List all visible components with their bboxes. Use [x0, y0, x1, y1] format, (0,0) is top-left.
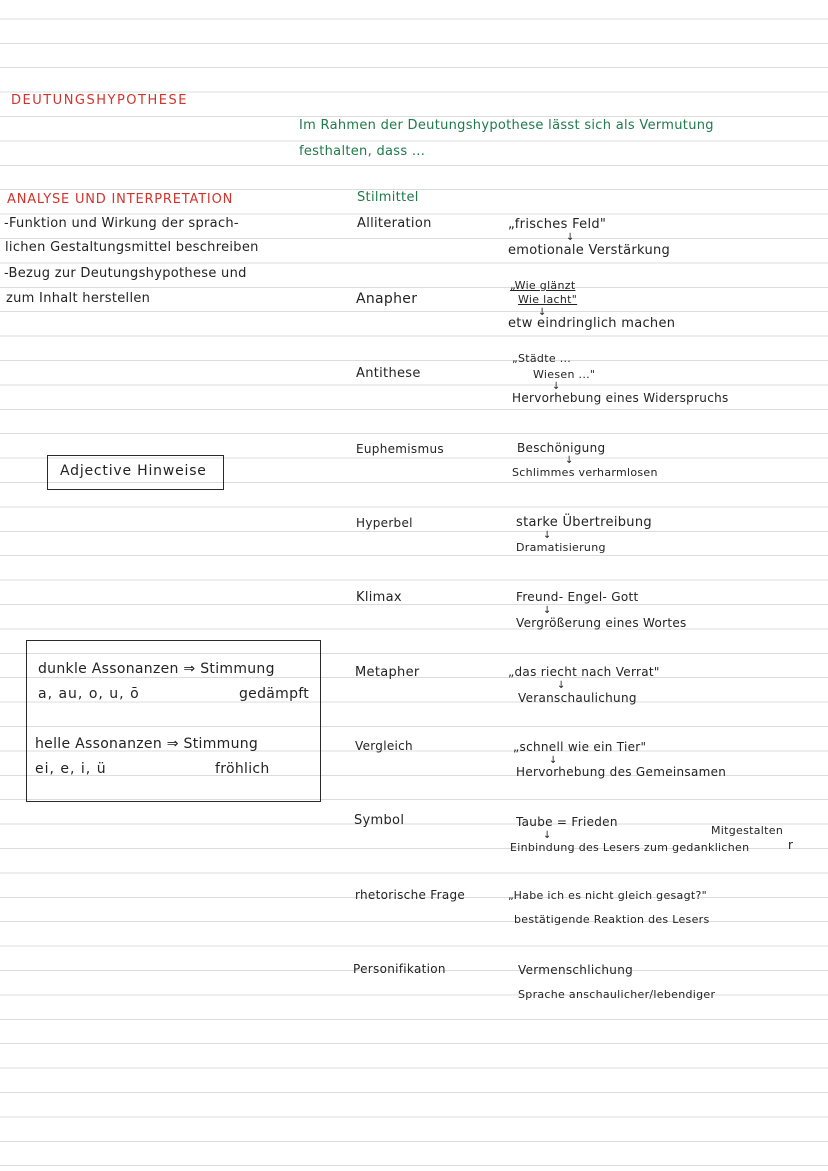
device-mark: r: [788, 838, 794, 852]
stilmittel-heading: Stilmittel: [357, 190, 419, 205]
dark-assonance-mood: gedämpft: [239, 686, 310, 702]
device-effect: bestätigende Reaktion des Lesers: [514, 913, 710, 926]
arrow-down-icon: ↓: [549, 755, 558, 766]
device-example: „frisches Feld": [508, 217, 607, 232]
device-effect: Sprache anschaulicher/lebendiger: [518, 988, 716, 1001]
device-effect: Schlimmes verharmlosen: [512, 466, 658, 479]
device-effect: Vergrößerung eines Wortes: [516, 616, 687, 630]
device-name: Klimax: [356, 590, 402, 605]
device-note: Mitgestalten: [711, 824, 784, 837]
bright-assonance-vowels: ei, e, i, ü: [35, 761, 107, 777]
device-effect: Hervorhebung eines Widerspruchs: [512, 391, 729, 405]
analysis-line: lichen Gestaltungsmittel beschreiben: [5, 240, 259, 255]
device-effect: Hervorhebung des Gemeinsamen: [516, 765, 727, 779]
device-name: rhetorische Frage: [355, 888, 466, 902]
dark-assonance-vowels: a, au, o, u, ō: [38, 686, 140, 702]
device-example: Freund- Engel- Gott: [516, 590, 639, 604]
device-example: „Städte ...: [512, 352, 572, 365]
arrow-down-icon: ↓: [565, 455, 574, 466]
device-example: „Habe ich es nicht gleich gesagt?": [508, 889, 707, 902]
device-example: „schnell wie ein Tier": [513, 740, 647, 754]
device-example-2: Wie lacht": [518, 293, 578, 306]
device-effect: Veranschaulichung: [518, 691, 637, 705]
arrow-down-icon: ↓: [543, 530, 552, 541]
device-name: Symbol: [354, 813, 405, 828]
arrow-down-icon: ↓: [538, 307, 547, 318]
device-example-2: Wiesen ...": [533, 368, 596, 381]
device-name: Vergleich: [355, 739, 413, 753]
device-example: starke Übertreibung: [516, 515, 652, 530]
arrow-down-icon: ↓: [566, 232, 575, 243]
analysis-heading: ANALYSE UND INTERPRETATION: [7, 192, 234, 207]
arrow-down-icon: ↓: [543, 830, 552, 841]
analysis-line: -Bezug zur Deutungshypothese und: [4, 266, 247, 281]
device-name: Metapher: [355, 665, 420, 680]
device-name: Alliteration: [357, 216, 432, 231]
bright-assonance-mood: fröhlich: [215, 761, 270, 777]
device-effect: etw eindringlich machen: [508, 316, 676, 331]
device-effect: Einbindung des Lesers zum gedanklichen: [510, 841, 750, 854]
device-example: Beschönigung: [517, 441, 606, 455]
device-example: „das riecht nach Verrat": [508, 665, 660, 679]
note-box-label: Adjective Hinweise: [60, 463, 207, 479]
bright-assonance-label: helle Assonanzen ⇒ Stimmung: [35, 736, 259, 752]
page-title: DEUTUNGSHYPOTHESE: [11, 93, 188, 108]
device-name: Anapher: [356, 291, 418, 307]
device-effect: Dramatisierung: [516, 541, 606, 554]
dark-assonance-label: dunkle Assonanzen ⇒ Stimmung: [38, 661, 275, 677]
arrow-down-icon: ↓: [552, 381, 561, 392]
device-name: Antithese: [356, 366, 421, 381]
intro-line-1: Im Rahmen der Deutungshypothese lässt sich als Vermutung: [299, 118, 714, 133]
device-name: Personifikation: [353, 962, 446, 976]
device-example: „Wie glänzt: [510, 279, 576, 292]
intro-line-2: festhalten, dass ...: [299, 144, 426, 159]
analysis-line: zum Inhalt herstellen: [6, 291, 151, 306]
device-effect: emotionale Verstärkung: [508, 243, 671, 258]
device-name: Hyperbel: [356, 516, 413, 530]
arrow-down-icon: ↓: [543, 605, 552, 616]
device-example: Vermenschlichung: [518, 963, 634, 977]
device-name: Euphemismus: [356, 442, 444, 456]
analysis-line: -Funktion und Wirkung der sprach-: [4, 216, 239, 231]
arrow-down-icon: ↓: [557, 680, 566, 691]
device-example: Taube = Frieden: [516, 815, 618, 829]
